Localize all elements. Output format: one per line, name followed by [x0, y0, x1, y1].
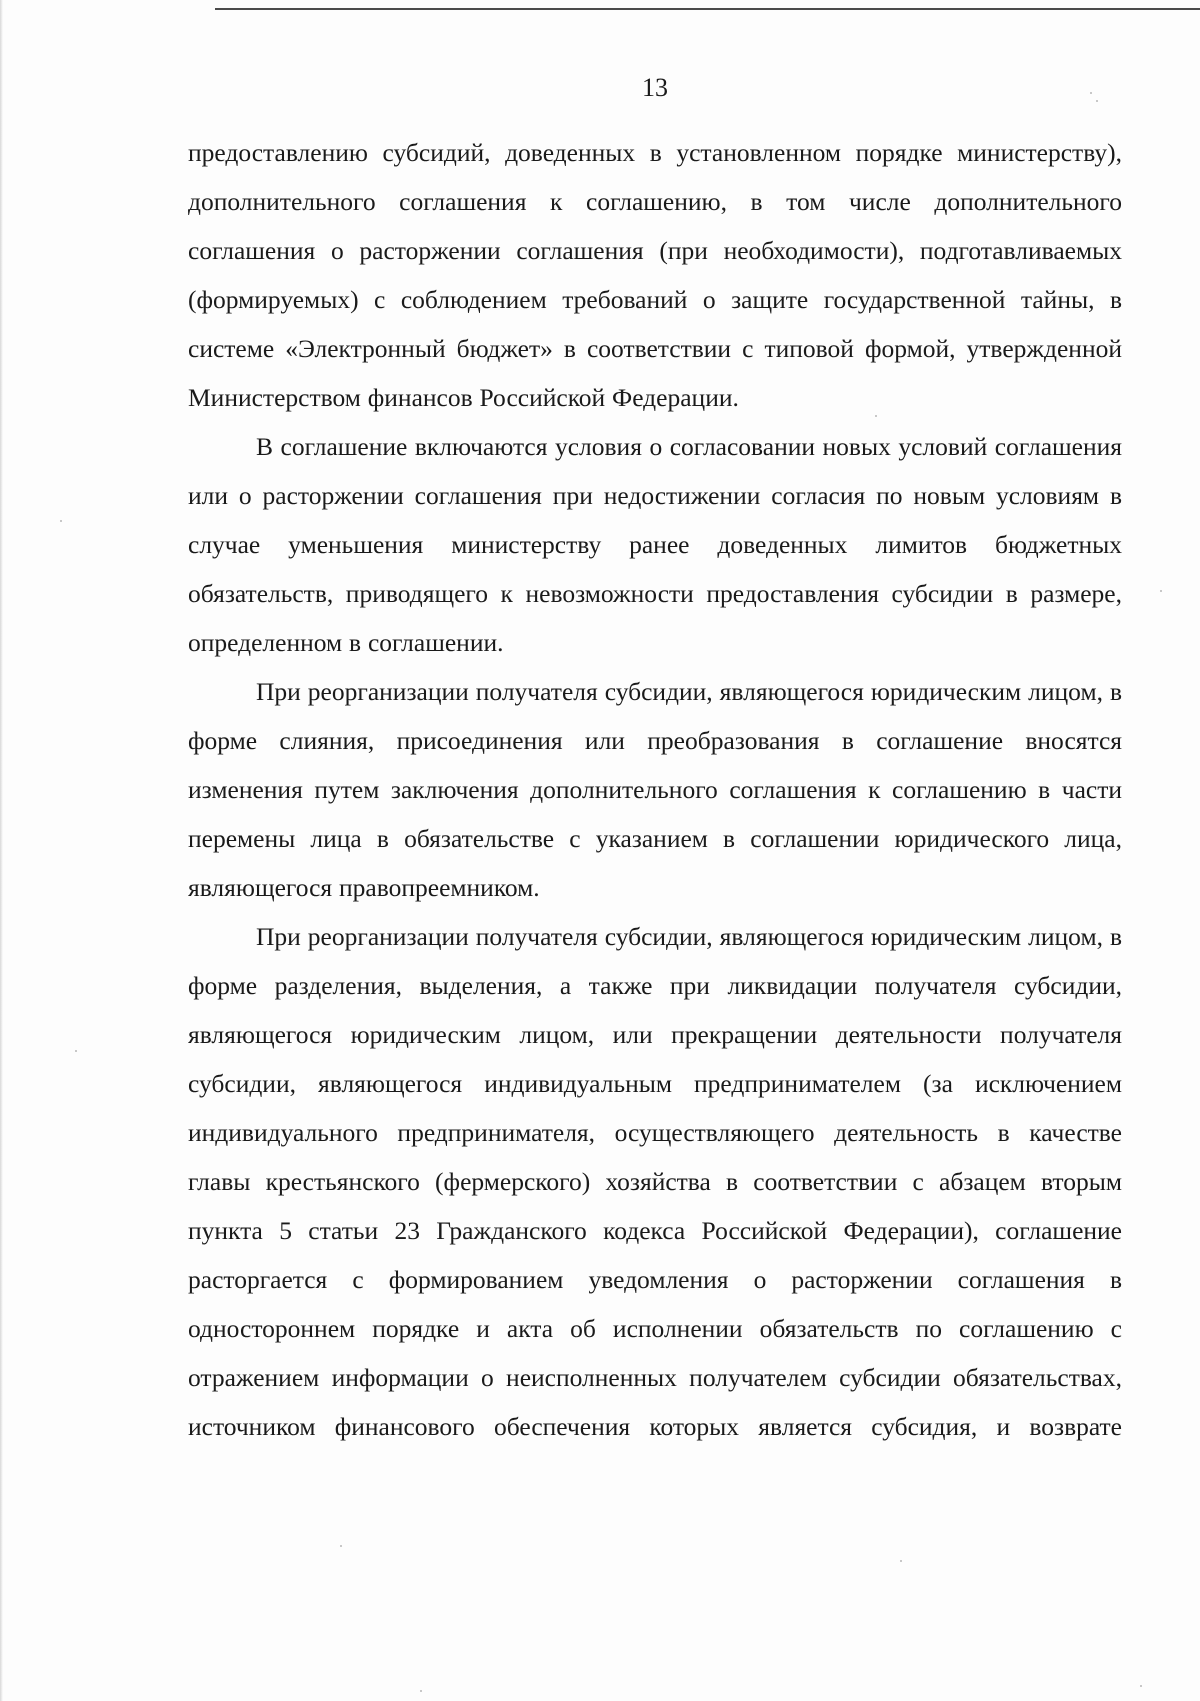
scan-speck [900, 1560, 902, 1562]
scan-speck [1096, 100, 1098, 102]
scan-speck [340, 1545, 342, 1547]
scan-speck [1160, 590, 1162, 592]
scan-edge-shadow [0, 0, 3, 1701]
paragraph-reorganization-merger: При реорганизации получателя субсидии, являющегося юридическим лицом, в форме слияния, присоединения или преобразования в соглашение вносятся изменения путем заключения дополнительного соглашения к соглашению в части перемены лица в обязательстве с указанием в соглашении юридического лица, являющегося правопреемником. [188, 677, 1122, 902]
paragraph-continuation: предоставлению субсидий, доведенных в установленном порядке министерству), дополнительного соглашения к соглашению, в том числе дополнительного соглашения о расторжении соглашения (при необходимости), подготавливаемых (формируемых) с соблюдением требований о защите государственной тайны, в системе «Электронный бюджет» в соответствии с типовой формой, утвержденной Министерством финансов Российской Федерации. [188, 138, 1122, 412]
scan-speck [75, 1050, 77, 1052]
scan-speck [60, 520, 62, 522]
document-body [188, 128, 1122, 1451]
page-number: 13 [642, 73, 668, 102]
paragraph-reorganization-division: При реорганизации получателя субсидии, являющегося юридическим лицом, в форме разделения, выделения, а также при ликвидации получателя субсидии, являющегося юридическим лицом, или прекращении деятельности получателя субсидии, являющегося индивидуальным предпринимателем (за исключением индивидуального предпринимателя, осуществляющего деятельность в качестве главы крестьянского (фермерского) хозяйства в соответствии с абзацем вторым пункта 5 статьи 23 Гражданского кодекса Российской Федерации), соглашение расторгается с формированием уведомления о расторжении соглашения в одностороннем порядке и акта об исполнении обязательств по соглашению с отражением информации о неисполненных получателем субсидии обязательствах, источником финансового обеспечения которых является субсидия, и возврате [188, 922, 1122, 1441]
paragraph-agreement-conditions: В соглашение включаются условия о согласовании новых условий соглашения или о расторжении соглашения при недостижении согласия по новым условиям в случае уменьшения министерству ранее доведенных лимитов бюджетных обязательств, приводящего к невозможности предоставления субсидии в размере, определенном в соглашении. [188, 432, 1122, 657]
scan-speck [420, 1690, 422, 1692]
scan-speck [1090, 92, 1092, 94]
scan-speck [875, 415, 877, 417]
scan-top-rule [215, 8, 1200, 10]
scan-speck [1140, 1685, 1142, 1687]
